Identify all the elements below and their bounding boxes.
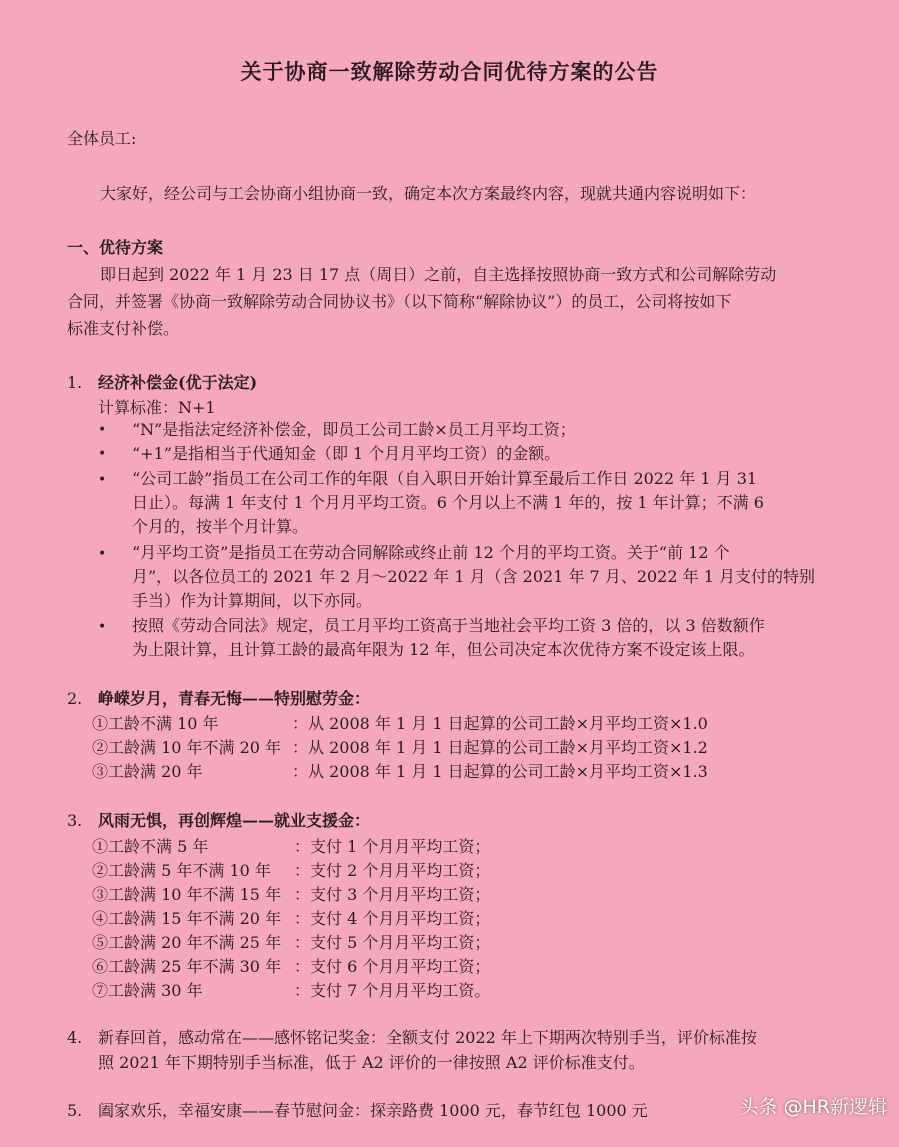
section-text-line: 合同，并签署《协商一致解除劳动合同协议书》（以下简称“解除协议”）的员工，公司将按如下 xyxy=(67,292,732,311)
bullet-text: “月平均工资”是指员工在劳动合同解除或终止前 12 个月的平均工资。关于“前 12 个 xyxy=(132,543,730,562)
bullet-text: “+1”是指相当于代通知金（即 1 个月月平均工资）的金额。 xyxy=(132,444,561,463)
document-title: 关于协商一致解除劳动合同优待方案的公告 xyxy=(240,59,659,84)
section-text-line: 即日起到 2022 年 1 月 23 日 17 点（周日）之前，自主选择按照协商一致方式和公司解除劳动 xyxy=(100,265,777,284)
row-label: ②工龄满 10 年不满 20 年 xyxy=(92,738,282,757)
row-label: ②工龄满 5 年不满 10 年 xyxy=(92,861,271,880)
row-label: ①工龄不满 10 年 xyxy=(92,714,219,733)
bullet-text: 月”，以各位员工的 2021 年 2 月～2022 年 1 月（含 2021 年 7 月、2022 年 1 月支付的特别 xyxy=(132,567,815,586)
row-value: ：从 2008 年 1 月 1 日起算的公司工龄×月平均工资×1.3 xyxy=(292,762,708,781)
bullet-text: 手当）作为计算期间，以下亦同。 xyxy=(132,591,373,610)
row-value: ：支付 6 个月月平均工资； xyxy=(294,957,491,976)
section-heading: 一、优待方案 xyxy=(67,238,164,257)
item-text-line: 照 2021 年下期特别手当标准，低于 A2 评价的一律按照 A2 评价标准支付。 xyxy=(98,1053,645,1072)
bullet-icon: • xyxy=(98,446,107,462)
row-label: ④工龄满 15 年不满 20 年 xyxy=(92,909,282,928)
item-text-line: 阖家欢乐，幸福安康——春节慰问金：探亲路费 1000 元，春节红包 1000 元 xyxy=(98,1101,648,1120)
bullet-icon: • xyxy=(98,619,107,635)
watermark-label: 头条 @HR新逻辑 xyxy=(739,1096,887,1118)
item-number: 2. xyxy=(67,689,83,708)
row-value: ：支付 2 个月月平均工资； xyxy=(294,861,491,880)
bullet-text: 个月的，按半个月计算。 xyxy=(132,517,309,536)
row-value: ：支付 1 个月月平均工资； xyxy=(294,837,491,856)
row-label: ③工龄满 10 年不满 15 年 xyxy=(92,885,282,904)
row-value: ：支付 4 个月月平均工资； xyxy=(294,909,491,928)
row-label: ⑤工龄满 20 年不满 25 年 xyxy=(92,933,282,952)
bullet-text: 按照《劳动合同法》规定，员工月平均工资高于当地社会平均工资 3 倍的，以 3 倍数额作 xyxy=(132,616,765,635)
intro-paragraph: 大家好，经公司与工会协商小组协商一致，确定本次方案最终内容，现就共通内容说明如下： xyxy=(100,184,757,203)
section-text-line: 标准支付补偿。 xyxy=(67,319,180,338)
row-label: ⑦工龄满 30 年 xyxy=(92,981,203,1000)
row-value: ：从 2008 年 1 月 1 日起算的公司工龄×月平均工资×1.0 xyxy=(292,714,708,733)
row-value: ：支付 7 个月月平均工资。 xyxy=(294,981,491,1000)
bullet-text: 日止）。每满 1 年支付 1 个月月平均工资。6 个月以上不满 1 年的，按 1 年计算；不满 6 xyxy=(132,493,764,512)
row-label: ③工龄满 20 年 xyxy=(92,762,203,781)
item-number: 5. xyxy=(67,1101,83,1120)
item-text-line: 新春回首，感动常在——感怀铭记奖金：全额支付 2022 年上下期两次特别手当，评价标准按 xyxy=(98,1028,757,1047)
row-value: ：支付 5 个月月平均工资； xyxy=(294,933,491,952)
bullet-icon: • xyxy=(98,546,107,562)
row-value: ：支付 3 个月月平均工资； xyxy=(294,885,491,904)
row-label: ⑥工龄满 25 年不满 30 年 xyxy=(92,957,282,976)
item-number: 4. xyxy=(67,1028,83,1047)
item-number: 3. xyxy=(67,811,83,830)
bullet-text: “N”是指法定经济补偿金，即员工公司工龄×员工月平均工资； xyxy=(132,420,576,439)
bullet-icon: • xyxy=(98,422,107,438)
row-value: ：从 2008 年 1 月 1 日起算的公司工龄×月平均工资×1.2 xyxy=(292,738,708,757)
item-heading: 风雨无惧，再创辉煌——就业支援金： xyxy=(98,811,371,830)
item-number: 1. xyxy=(67,373,83,392)
salutation: 全体员工: xyxy=(67,129,137,148)
item-heading: 经济补偿金(优于法定) xyxy=(98,373,258,392)
calc-standard: 计算标准：N+1 xyxy=(98,398,216,417)
bullet-text: 为上限计算，且计算工龄的最高年限为 12 年，但公司决定本次优待方案不设定该上限。 xyxy=(132,640,755,659)
row-label: ①工龄不满 5 年 xyxy=(92,837,209,856)
item-heading: 峥嵘岁月，青春无悔——特别慰劳金： xyxy=(98,689,371,708)
bullet-icon: • xyxy=(98,472,107,488)
bullet-text: “公司工龄”指员工在公司工作的年限（自入职日开始计算至最后工作日 2022 年 1 月 31 xyxy=(132,469,758,488)
